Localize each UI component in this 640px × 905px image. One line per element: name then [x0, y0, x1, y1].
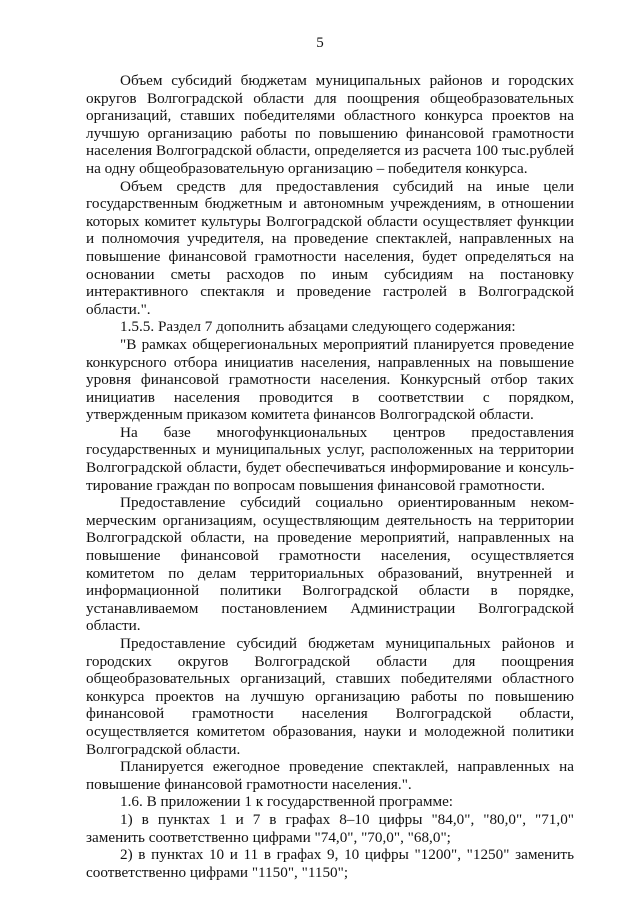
paragraph-annual-performances: Планируется ежегодное проведение спектаклей, направленных на повышение финансовой грамотности населения.".: [86, 758, 574, 793]
paragraph-subsidy-volume-schools: Объем субсидий бюджетам муниципальных районов и городских округов Волгоградской области для поощрения общеобразовательных организаций, ставших победителями областного конкурса проектов на лучшую организацию работы по повышению финансовой грамотности населения Волгоградской области, определяется из расчета 100 тыс.рублей на одну общеобразовательную организацию – победителя конкурса.: [86, 72, 574, 177]
paragraph-items-1-7-figures: 1) в пунктах 1 и 7 в графах 8–10 цифры "84,0", "80,0", "71,0" заменить соответственно цифрами "74,0", "70,0", "68,0";: [86, 810, 574, 846]
paragraph-nonprofit-subsidies: Предоставление субсидий социально ориентированным некоммерческим организациям, осуществляющим деятельность на территории Волгоградской области, на проведение мероприятий, направленных на повышение финансовой грамотности населения, осуществляется комитетом по делам территориальных образований, внутренней и информационной политики Волгоградской области в порядке, устанавливаемом постановлением Администрации Волгоградской области.: [86, 494, 574, 635]
paragraph-school-subsidies-provision: Предоставление субсидий бюджетам муниципальных районов и городских округов Волгоградской области для поощрения общеобразовательных организаций, ставших победителями областного конкурса проектов на лучшую организацию работы по повышению финансовой грамотности населения Волгоградской области, осуществляется комитетом образования, науки и молодежной политики Волгоградской области.: [86, 635, 574, 758]
paragraph-section-7-amendment: 1.5.5. Раздел 7 дополнить абзацами следующего содержания:: [120, 318, 516, 336]
paragraph-items-10-11-figures: 2) в пунктах 10 и 11 в графах 9, 10 цифры "1200", "1250" заменить соответственно цифрами "1150", "1150";: [86, 846, 574, 881]
paragraph-multifunctional-centers: На базе многофункциональных центров предоставления государственных и муниципальных услуг, расположенных на территории Волгоградской области, будет обеспечиваться информирование и консультирование граждан по вопросам повышения финансовой грамотности.: [86, 423, 574, 494]
paragraph-initiatives-selection: "В рамках общерегиональных мероприятий планируется проведение конкурсного отбора инициатив населения, направленных на повышение уровня финансовой грамотности населения. Конкурсный отбор таких инициатив населения проводится в соответствии с порядком, утвержденным приказом комитета финансов Волгоградской области.: [86, 335, 574, 424]
document-body: [86, 72, 574, 881]
paragraph-appendix-1-amendment: 1.6. В приложении 1 к государственной программе:: [120, 793, 454, 811]
paragraph-funds-culture-institutions: Объем средств для предоставления субсидий на иные цели государственным бюджетным и автономным учреждениям, в отношении которых комитет культуры Волгоградской области осуществляет функции и полномочия учредителя, на проведение спектаклей, направленных на повышение финансовой грамотности населения, будет определяться на основании сметы расходов по иным субсидиям на постановку интерактивного спектакля и проведение гастролей в Волгоградской области.".: [86, 177, 574, 318]
page-number: 5: [316, 35, 324, 51]
